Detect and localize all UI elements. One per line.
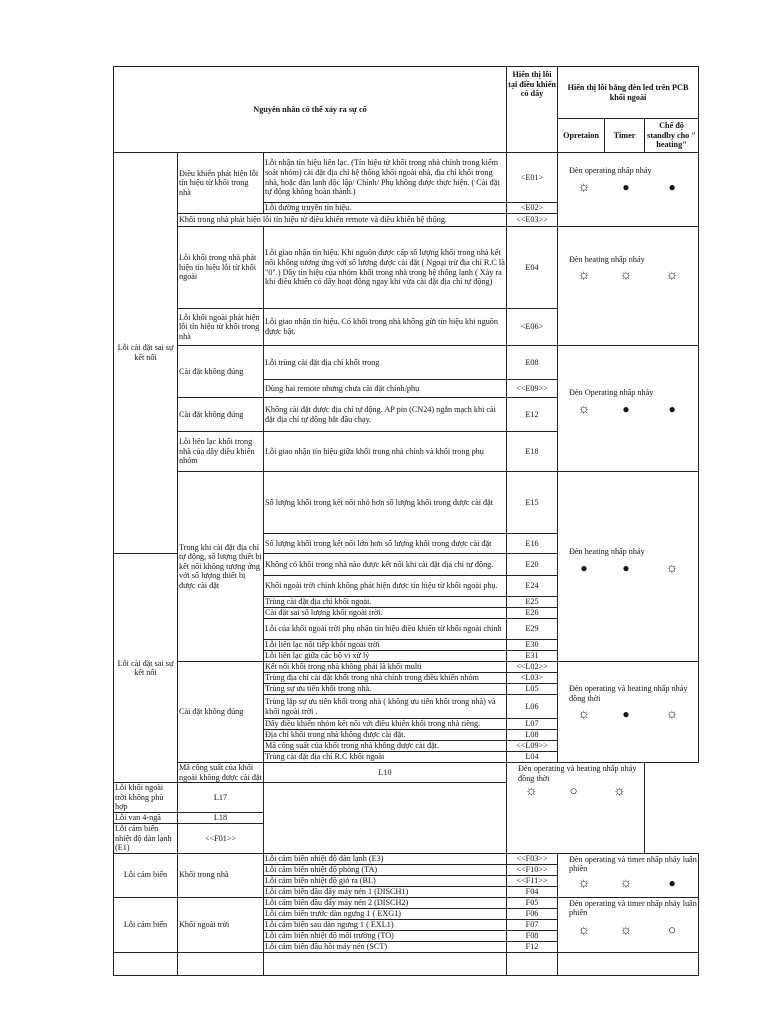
error-code: <<F03>> xyxy=(507,853,558,864)
sun-blink-icon: ☼ xyxy=(577,922,591,938)
sun-blink-icon: ☼ xyxy=(665,707,679,723)
cause-text: Lỗi cảm biến sau dàn ngưng 1 ( EXL1) xyxy=(264,919,507,930)
led-on-dot-icon: ● xyxy=(668,179,676,194)
error-code: <<L02>> xyxy=(507,662,558,673)
cause-text: Số lượng khối trong kết nối nhỏ hơn số lượng khối trong được cài đặt xyxy=(264,472,507,534)
cause-text: Cài đặt sai số lượng khối ngoài trời. xyxy=(264,608,507,619)
error-code: F06 xyxy=(507,908,558,919)
cause-text: Mã công suất của khối trong nhà không được cài đặt. xyxy=(264,741,507,752)
sun-blink-icon: ☼ xyxy=(619,922,633,938)
cause-text: Lỗi cảm biến trước dàn ngưng 1 ( EXG1) xyxy=(264,908,507,919)
led-on-dot-icon: ● xyxy=(622,560,630,575)
error-code: F08 xyxy=(507,930,558,941)
sun-blink-icon: ☼ xyxy=(665,560,679,576)
sub-label: Cài đặt không đúng xyxy=(178,662,264,763)
error-code: E15 xyxy=(507,472,558,534)
error-code: <<L09>> xyxy=(507,741,558,752)
error-code: E29 xyxy=(507,619,558,640)
led-on-dot-icon: ● xyxy=(622,401,630,416)
led-cell xyxy=(558,853,699,897)
cause-text: Lỗi cảm biến nhiệt độ dàn lạnh (E1) xyxy=(114,823,178,853)
sub-label: Lỗi khối ngoài phát hiện lỗi tín hiệu từ khối trong nhà xyxy=(178,309,264,346)
led-cell xyxy=(507,763,645,854)
error-code: E31 xyxy=(507,651,558,662)
cause-text: Trùng cài đặt địa chỉ khối ngoài. xyxy=(264,597,507,608)
error-code: L18 xyxy=(178,812,264,823)
error-code xyxy=(507,952,558,975)
cause-text: Trùng địa chỉ cài đặt khối trong nhà chính trong điều khiển nhóm xyxy=(264,673,507,684)
led-on-dot-icon: ● xyxy=(668,401,676,416)
led-description: Đèn operating và timer nhấp nháy luân phiên xyxy=(569,854,697,874)
group-label: Lỗi cài đặt sai sự kết nối xyxy=(114,554,178,783)
error-code: <<F01>> xyxy=(178,823,264,853)
cause-text: Lỗi giao nhận tín hiệu. Khi nguồn được cấp số lượng khối trong nhà kết nối không tương ứng với số lượng được cài đặt ( Ngoại trừ địa chỉ R.C là "0".) Dây tín hiệu của nhóm khối trong nhà trong hệ thống lạnh ( Xảy ra khi điều khiển có dây hoạt động ngay khi vừa cài đặt địa chỉ tự động) xyxy=(264,227,507,309)
error-code: E26 xyxy=(507,608,558,619)
cause-text: Lỗi cảm biến nhiệt độ phòng (TA) xyxy=(264,864,507,875)
led-description: Đèn operating và heating nhấp nháy đồng thời xyxy=(569,684,688,703)
header-remote-display: Hiển thị lỗi tại điều khiển có dây xyxy=(507,67,558,153)
led-cell xyxy=(558,346,699,472)
error-code: E20 xyxy=(507,554,558,576)
error-code: F07 xyxy=(507,919,558,930)
cause-text xyxy=(264,952,507,975)
cause-text: Lỗi liên lạc nối tiếp khối ngoài trời xyxy=(264,640,507,651)
led-description: Đèn Operating nhấp nháy xyxy=(569,388,654,397)
sub-label: Cài đặt không đúng xyxy=(178,398,264,432)
sun-blink-icon: ☼ xyxy=(577,875,591,891)
error-code: F12 xyxy=(507,941,558,952)
error-code: L17 xyxy=(178,783,264,813)
sub-label: Lỗi liên lạc khối trong nhà của dây điều khiển nhóm xyxy=(178,432,264,472)
error-code: <E02> xyxy=(507,203,558,214)
cause-text: Lỗi nhận tín hiệu liên lạc. (Tín hiệu từ khối trong nhà chính trong kiểm soát nhóm) cài đặt địa chỉ hệ thống khối ngoài nhà, địa chỉ khối trong nhà, hoặc dàn lạnh độc lập/ Chính/ Phụ không được thực hiện. ( Cài đặt tự động không hoàn thành.) xyxy=(264,153,507,203)
error-code: L07 xyxy=(507,719,558,730)
cause-text: Địa chỉ khối trong nhà không được cài đặt. xyxy=(264,730,507,741)
led-cell xyxy=(558,952,699,975)
group-label: Lỗi cảm biến xyxy=(114,853,178,897)
error-code: <<F11>> xyxy=(507,875,558,886)
cause-text: Lỗi cảm biến đầu hồi máy nén (SCT) xyxy=(264,941,507,952)
cause-text: Số lượng khối trong kết nối lớn hơn số lượng khối trong được cài đặt xyxy=(264,534,507,554)
sub-label: Khối ngoài trời xyxy=(178,897,264,952)
error-code: L04 xyxy=(507,752,558,763)
error-code: L08 xyxy=(507,730,558,741)
cause-text: Kết nối khối trong nhà không phải là khối multi xyxy=(264,662,507,673)
error-code: L06 xyxy=(507,695,558,719)
error-code: <<E09>> xyxy=(507,380,558,398)
error-code: <E01> xyxy=(507,153,558,203)
error-code: <<E03>> xyxy=(507,214,558,227)
cause-text: Trùng lặp sự ưu tiên khối trong nhà ( không ưu tiên khối trong nhà) và khối ngoài trời . xyxy=(264,695,507,719)
led-on-dot-icon: ● xyxy=(580,560,588,575)
error-code: F04 xyxy=(507,886,558,897)
sub-label: Trong khi cài đặt địa chỉ tự động, số lượng thiết bị kết nối không tương ứng với số lượng thiết bị được cài đặt xyxy=(178,472,264,662)
sun-blink-icon: ☼ xyxy=(577,179,591,195)
cause-text: Lỗi giao nhận tín hiệu. Có khối trong nhà không gửi tín hiệu khi nguồn được bật. xyxy=(264,309,507,346)
error-code: <E06> xyxy=(507,309,558,346)
cause-text: Lỗi cảm biến đầu đẩy máy nén 1 (DISCH1) xyxy=(264,886,507,897)
led-description: Đèn heating nhấp nháy xyxy=(569,547,645,556)
cause-text: Dùng hai remote nhưng chưa cài đặt chính/phụ xyxy=(264,380,507,398)
cause-text: Trùng sự ưu tiên khối trong nhà. xyxy=(264,684,507,695)
error-code: E12 xyxy=(507,398,558,432)
led-cell xyxy=(558,662,699,763)
empty-cell xyxy=(114,952,178,975)
sun-blink-icon: ☼ xyxy=(619,875,633,891)
led-description: Đèn operating nhấp nháy xyxy=(569,166,652,175)
error-code: E24 xyxy=(507,576,558,597)
cause-text: Lỗi của khối ngoài trời phụ nhận tín hiệu điều khiển từ khối ngoài chính xyxy=(264,619,507,640)
cause-text: Lỗi cảm biến nhiệt độ gió ra (BL) xyxy=(264,875,507,886)
led-description: Đèn operating và heating nhấp nháy đồng thời xyxy=(518,764,637,783)
error-code: L05 xyxy=(507,684,558,695)
sub-label: Khối trong nhà xyxy=(178,853,264,897)
cause-text: Khối ngoài trời chính không phát hiện được tín hiệu từ khối ngoài phụ. xyxy=(264,576,507,597)
sub-label: Cài đặt không đúng xyxy=(178,346,264,398)
cause-text: Trùng cài đặt địa chỉ R.C khối ngoài xyxy=(264,752,507,763)
error-code: L10 xyxy=(264,763,507,783)
led-cell xyxy=(558,472,699,662)
sub-label-wide: Khối trong nhà phát hiện lỗi tín hiệu từ điều khiển remote và điều khiển hệ thống. xyxy=(178,214,507,227)
sub-label: Điều khiển phát hiện lỗi tín hiệu từ khối trong nhà xyxy=(178,153,264,214)
group-label: Lỗi cài đặt sai sự kết nối xyxy=(114,153,178,554)
cause-text: Mã công suất của khối ngoài không được cài đặt xyxy=(179,763,262,782)
led-on-dot-icon: ● xyxy=(668,875,676,890)
led-description: Đèn operating và timer nhấp nháy luân phiên xyxy=(569,898,697,918)
led-cell xyxy=(558,897,699,952)
error-code: E16 xyxy=(507,534,558,554)
error-code-table xyxy=(113,66,699,976)
cause-text: Lỗi trùng cài đặt địa chỉ khối trong xyxy=(264,346,507,380)
error-code: <<F10>> xyxy=(507,864,558,875)
cause-text: Lỗi đường truyền tín hiệu. xyxy=(264,203,507,214)
sun-blink-icon: ☼ xyxy=(613,784,626,800)
sun-blink-icon: ☼ xyxy=(577,401,591,417)
sun-blink-icon: ☼ xyxy=(665,267,679,283)
led-off-circle-icon: ○ xyxy=(668,921,676,937)
led-off-circle-icon: ○ xyxy=(569,783,578,799)
group-label: Lỗi cảm biến xyxy=(114,897,178,952)
cause-text: Lỗi cảm biến nhiệt độ môi trường (TO) xyxy=(264,930,507,941)
cause-text: Lỗi khối ngoài trời không phù hợp xyxy=(114,783,178,813)
cause-text: Lỗi van 4-ngã xyxy=(114,812,178,823)
header-pcb-display: Hiển thị lỗi bằng đèn led trên PCB khối ngoài xyxy=(558,67,699,119)
cause-text: Lỗi giao nhận tín hiệu giữa khối trong nhà chính và khối trong phụ xyxy=(264,432,507,472)
sub-label: Lỗi khối trong nhà phát hiện tín hiệu lỗi từ khối ngoài xyxy=(178,227,264,309)
error-code: <L03> xyxy=(507,673,558,684)
cause-text: Không cài đặt được địa chỉ tự động. AP pin (CN24) ngắn mạch khi cài đặt địa chỉ tự động bắt đầu chạy. xyxy=(264,398,507,432)
error-code: E25 xyxy=(507,597,558,608)
led-on-dot-icon: ● xyxy=(622,707,630,722)
cause-text: Lỗi cảm biến đầu đẩy máy nén 2 (DISCH2) xyxy=(264,897,507,908)
sun-blink-icon: ☼ xyxy=(577,267,591,283)
led-description: Đèn heating nhấp nháy xyxy=(569,255,645,264)
error-code: E04 xyxy=(507,227,558,309)
cause-text: Lỗi liên lạc giữa các bộ vi xử lý xyxy=(264,651,507,662)
error-code: E30 xyxy=(507,640,558,651)
empty-cell xyxy=(178,952,264,975)
sun-blink-icon: ☼ xyxy=(525,784,538,800)
header-timer: Timer xyxy=(605,119,645,153)
sun-blink-icon: ☼ xyxy=(577,707,591,723)
error-code: E08 xyxy=(507,346,558,380)
led-cell xyxy=(558,153,699,227)
cause-text: Không có khối trong nhà nào được kết nối khi cài đặt địa chỉ tự động. xyxy=(264,554,507,576)
led-cell xyxy=(558,227,699,346)
error-code: F05 xyxy=(507,897,558,908)
cause-text: Dây điều khiển nhóm kết nối với điều khiển khối trong nhà riêng. xyxy=(264,719,507,730)
header-standby: Chế độ standby cho " heating" xyxy=(645,119,699,153)
error-code: E18 xyxy=(507,432,558,472)
led-on-dot-icon: ● xyxy=(622,179,630,194)
header-operation: Opretaion xyxy=(558,119,605,153)
sun-blink-icon: ☼ xyxy=(619,267,633,283)
cause-text: Lỗi cảm biến nhiệt độ dàn lạnh (E3) xyxy=(264,853,507,864)
header-cause: Nguyên nhân có thể xảy ra sự cố xyxy=(114,67,507,153)
